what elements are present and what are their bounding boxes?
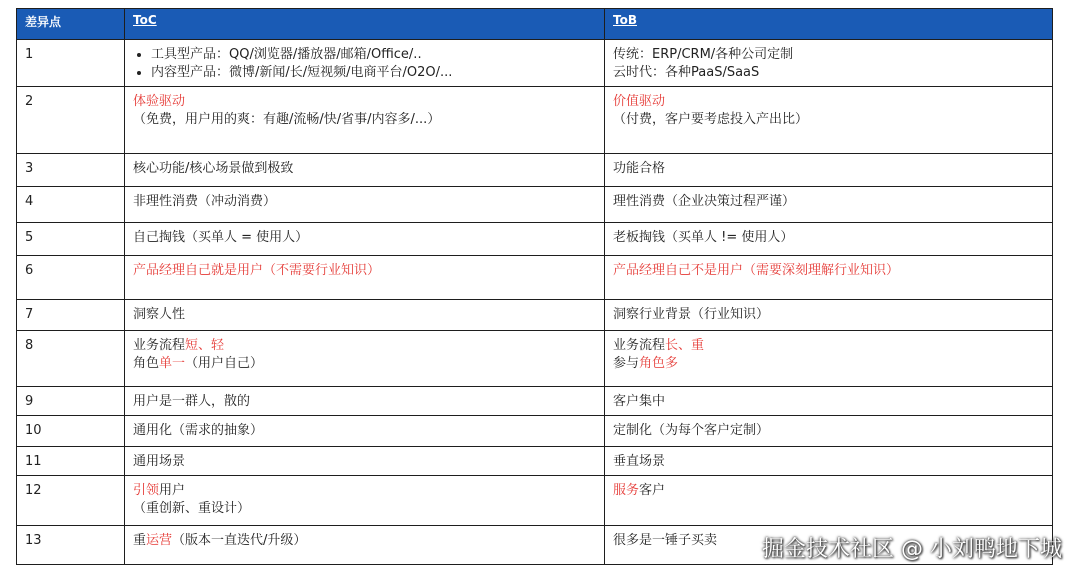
toc-cell: 洞察人性 [125, 300, 605, 331]
tob-cell: 功能合格 [605, 154, 1053, 187]
row-number: 4 [17, 187, 125, 223]
table-row [17, 476, 1053, 526]
cell-line: 业务流程长、重 [613, 338, 705, 353]
row-number: 6 [17, 256, 125, 300]
toc-cell: 重运营（版本一直迭代/升级） [125, 526, 605, 565]
row-number: 7 [17, 300, 125, 331]
header-toc: ToC [125, 9, 605, 40]
table-row [17, 331, 1053, 387]
table-row [17, 256, 1053, 300]
tob-cell: 老板掏钱（买单人 != 使用人） [605, 223, 1053, 256]
cell-line: 业务流程短、轻 [133, 338, 225, 353]
header-row [17, 9, 1053, 40]
tob-cell: 客户集中 [605, 387, 1053, 416]
tob-cell: 很多是一锤子买卖 [605, 526, 1053, 565]
toc-cell: 产品经理自己就是用户（不需要行业知识） [125, 256, 605, 300]
cell-title: 价值驱动 [613, 94, 666, 109]
toc-cell: 核心功能/核心场景做到极致 [125, 154, 605, 187]
list-item: • 内容型产品：微博/新闻/长/短视频/电商平台/O2O/... [151, 64, 596, 82]
cell-line: （免费，用户用的爽：有趣/流畅/快/省事/内容多/...） [133, 112, 441, 127]
cell-line: （付费，客户要考虑投入产出比） [613, 112, 809, 127]
row-number: 10 [17, 416, 125, 447]
toc-cell: 非理性消费（冲动消费） [125, 187, 605, 223]
cell-title: 体验驱动 [133, 94, 186, 109]
tob-cell [605, 87, 1053, 154]
tob-cell: 洞察行业背景（行业知识） [605, 300, 1053, 331]
row-number: 1 [17, 40, 125, 87]
toc-cell [125, 87, 605, 154]
toc-cell [125, 40, 605, 87]
row-number: 8 [17, 331, 125, 387]
cell-line: （重创新、重设计） [133, 501, 251, 516]
table-row [17, 154, 1053, 187]
row-number: 5 [17, 223, 125, 256]
toc-cell: 自己掏钱（买单人 = 使用人） [125, 223, 605, 256]
toc-cell [125, 331, 605, 387]
cell-line: 服务客户 [613, 483, 666, 498]
header-tob: ToB [605, 9, 1053, 40]
list-item: • 工具型产品：QQ/浏览器/播放器/邮箱/Office/.. [151, 46, 596, 64]
cell-line: 参与角色多 [613, 356, 679, 371]
comparison-table [16, 8, 1053, 565]
tob-cell: 垂直场景 [605, 447, 1053, 476]
toc-cell: 用户是一群人，散的 [125, 387, 605, 416]
toc-cell: 通用化（需求的抽象） [125, 416, 605, 447]
cell-line: 引领用户 [133, 483, 186, 498]
table-row [17, 40, 1053, 87]
row-number: 12 [17, 476, 125, 526]
row-number: 11 [17, 447, 125, 476]
cell-line: 传统：ERP/CRM/各种公司定制 [613, 47, 794, 62]
tob-cell [605, 476, 1053, 526]
toc-cell: 通用场景 [125, 447, 605, 476]
watermark: 掘金技术社区 @ 小刘鸭地下城 [762, 537, 1062, 562]
row-number: 13 [17, 526, 125, 565]
row-number: 3 [17, 154, 125, 187]
table-row [17, 187, 1053, 223]
table-row [17, 223, 1053, 256]
row-number: 2 [17, 87, 125, 154]
tob-cell [605, 331, 1053, 387]
row-number: 9 [17, 387, 125, 416]
table-row [17, 416, 1053, 447]
tob-cell [605, 40, 1053, 87]
toc-cell [125, 476, 605, 526]
tob-cell: 理性消费（企业决策过程严谨） [605, 187, 1053, 223]
table-row [17, 300, 1053, 331]
cell-line: 角色单一（用户自己） [133, 356, 264, 371]
table-row [17, 387, 1053, 416]
header-diff: 差异点 [17, 9, 125, 40]
cell-line: 云时代：各种PaaS/SaaS [613, 65, 760, 80]
table-row [17, 447, 1053, 476]
tob-cell: 定制化（为每个客户定制） [605, 416, 1053, 447]
tob-cell: 产品经理自己不是用户（需要深刻理解行业知识） [605, 256, 1053, 300]
table-row [17, 87, 1053, 154]
